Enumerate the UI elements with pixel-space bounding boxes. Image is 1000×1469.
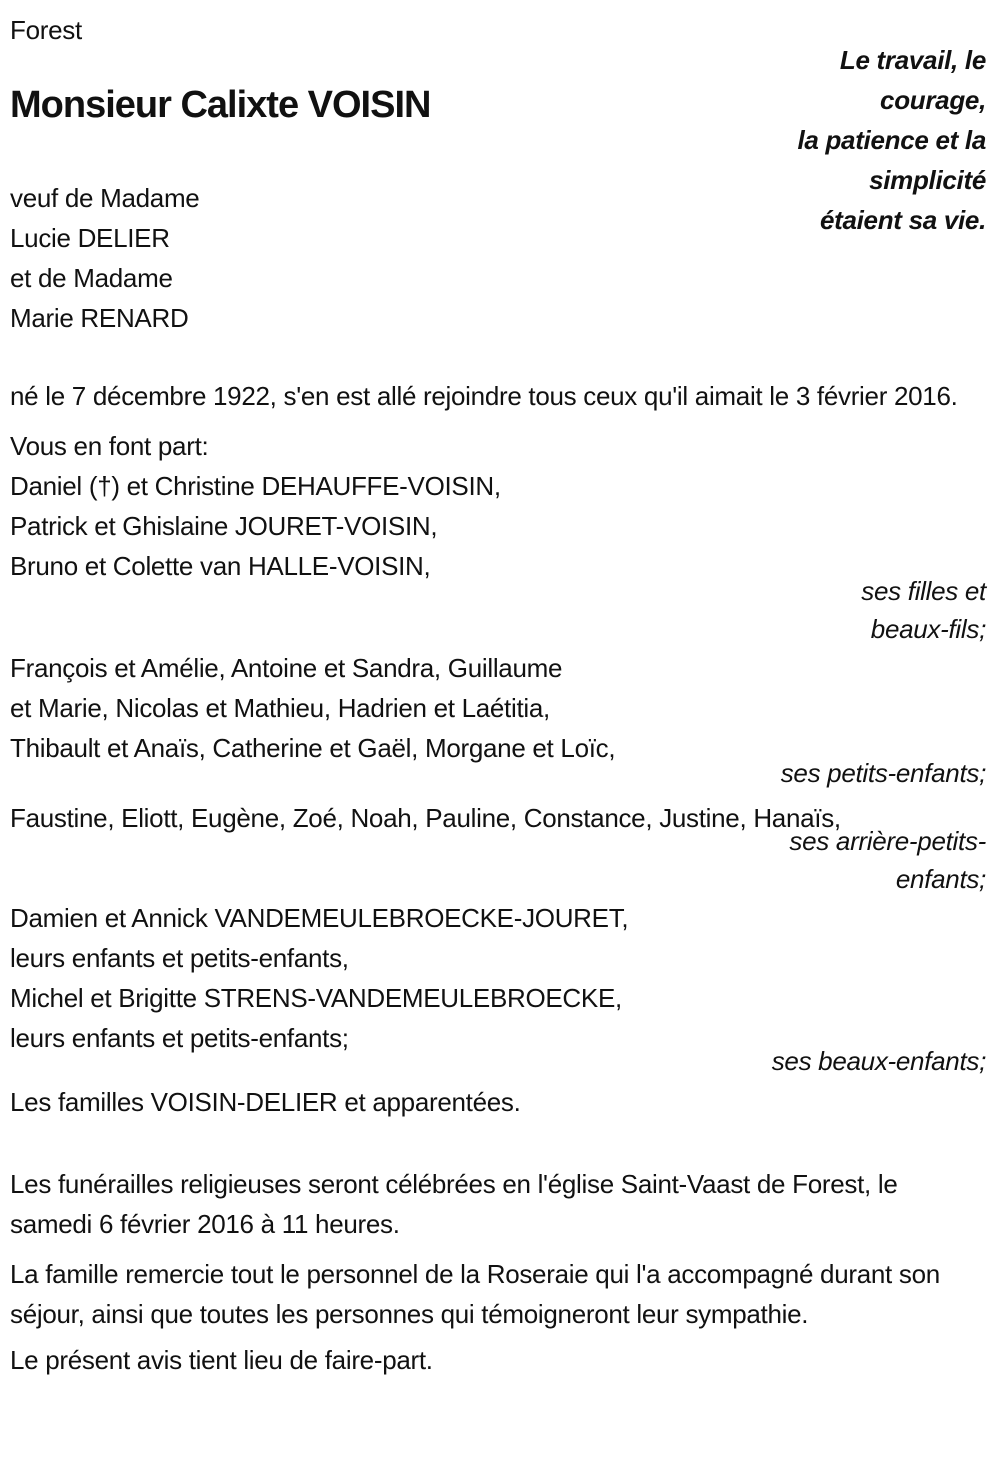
family-group-grandchildren: [10, 648, 986, 768]
location-line: Forest: [10, 15, 82, 45]
relation-line: ses arrière-petits-: [789, 826, 986, 856]
thanks-paragraph: La famille remercie tout le personnel de la Roseraie qui l'a accompagné durant son séjour, ainsi que toutes les personnes qui témoigneront leur sympathie.: [10, 1259, 940, 1329]
member-line: François et Amélie, Antoine et Sandra, Guillaume: [10, 653, 563, 683]
relation-line: ses petits-enfants;: [780, 758, 986, 788]
relation-line: ses beaux-enfants;: [771, 1046, 986, 1076]
epitaph-line: simplicité: [869, 165, 986, 195]
spouse-line: Lucie DELIER: [10, 223, 170, 253]
family-group-stepchildren: [10, 898, 986, 1058]
member-line: leurs enfants et petits-enfants;: [10, 1023, 349, 1053]
member-line: Daniel (†) et Christine DEHAUFFE-VOISIN,: [10, 471, 501, 501]
member-line: Damien et Annick VANDEMEULEBROECKE-JOURET,: [10, 903, 629, 933]
closing-line: Le présent avis tient lieu de faire-part.: [10, 1345, 433, 1375]
announcement-intro: Vous en font part:: [10, 431, 209, 461]
relation-line: enfants;: [895, 864, 986, 894]
member-line: Bruno et Colette van HALLE-VOISIN,: [10, 551, 431, 581]
life-summary: né le 7 décembre 1922, s'en est allé rejoindre tous ceux qu'il aimait le 3 février 2016.: [10, 381, 958, 411]
spouse-line: veuf de Madame: [10, 183, 200, 213]
member-line: Faustine, Eliott, Eugène, Zoé, Noah, Pauline, Constance, Justine, Hanaïs,: [10, 803, 841, 833]
epitaph: [797, 40, 986, 240]
family-group-daughters: [10, 466, 986, 586]
epitaph-line: étaient sa vie.: [819, 205, 986, 235]
member-line: Michel et Brigitte STRENS-VANDEMEULEBROECKE,: [10, 983, 622, 1013]
funeral-announcement: Les funérailles religieuses seront célébrées en l'église Saint-Vaast de Forest, le samedi 6 février 2016 à 11 heures.: [10, 1169, 898, 1239]
member-line: Thibault et Anaïs, Catherine et Gaël, Morgane et Loïc,: [10, 733, 616, 763]
deceased-name: Monsieur Calixte VOISIN: [10, 84, 431, 126]
spouse-line: Marie RENARD: [10, 303, 189, 333]
relation-line: ses filles et: [861, 576, 986, 606]
member-line: Patrick et Ghislaine JOURET-VOISIN,: [10, 511, 438, 541]
epitaph-line: la patience et la: [797, 125, 986, 155]
relation-line: beaux-fils;: [870, 614, 986, 644]
spouse-line: et de Madame: [10, 263, 173, 293]
member-line: et Marie, Nicolas et Mathieu, Hadrien et Laétitia,: [10, 693, 550, 723]
families-line: Les familles VOISIN-DELIER et apparentées.: [10, 1087, 521, 1117]
epitaph-line: courage,: [880, 85, 986, 115]
epitaph-line: Le travail, le: [839, 45, 986, 75]
member-line: leurs enfants et petits-enfants,: [10, 943, 349, 973]
